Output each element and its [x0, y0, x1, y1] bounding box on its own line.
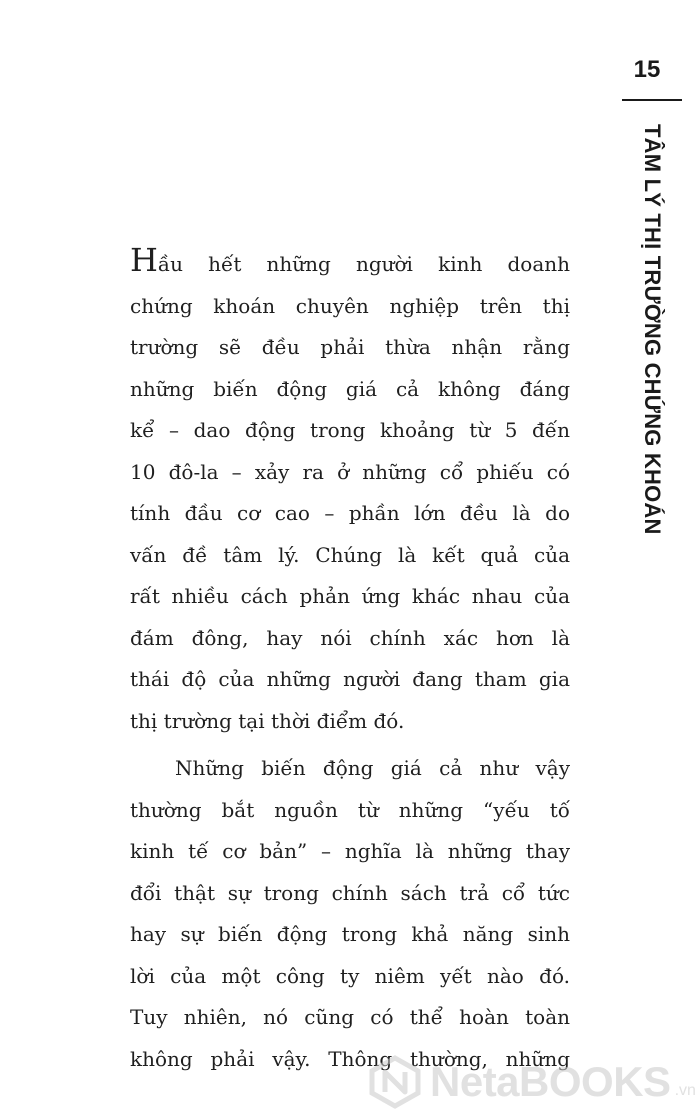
paragraph-2 [130, 748, 570, 1080]
text-line: rất nhiều cách phản ứng khác nhau của [130, 584, 570, 608]
page-number: 15 [633, 56, 661, 83]
text-line: đổi thật sự trong chính sách trả cổ tức [130, 880, 570, 905]
text-line: 10 đô-la – xảy ra ở những cổ phiếu có [130, 459, 570, 484]
text-line: kinh tế cơ bản” – nghĩa là những thay [130, 839, 570, 863]
text-line: vấn đề tâm lý. Chúng là kết quả của [130, 542, 570, 567]
watermark-text: NetaBOOKS [430, 1058, 671, 1105]
text-line: thị trường tại thời điểm đó. [130, 708, 405, 733]
body-text [130, 241, 570, 1080]
paragraph-1 [130, 241, 570, 742]
text-line: đám đông, hay nói chính xác hơn là [130, 625, 570, 650]
text-line: thường bắt nguồn từ những “yếu tố [130, 797, 570, 822]
text-line: Tuy nhiên, nó cũng có thể hoàn toàn [130, 1005, 570, 1029]
text-line: những biến động giá cả không đáng [130, 376, 570, 401]
text-line: tính đầu cơ cao – phần lớn đều là do [130, 501, 570, 525]
text-line: thái độ của những người đang tham gia [130, 667, 570, 691]
text-line: kể – dao động trong khoảng từ 5 đến [130, 418, 570, 442]
watermark [368, 1052, 696, 1112]
running-head: TÂM LÝ THỊ TRƯỜNG CHỨNG KHOÁN [640, 124, 665, 535]
netabooks-logo-icon [368, 1055, 422, 1109]
text-line: không phải vậy. Thông thường, những [130, 1046, 570, 1071]
text-line: lời của một công ty niêm yết nào đó. [130, 963, 570, 988]
watermark-suffix: .vn [674, 1082, 696, 1099]
drop-cap: H [130, 241, 158, 279]
text-line: trường sẽ đều phải thừa nhận rằng [130, 335, 570, 359]
text-line: Những biến động giá cả như vậy [175, 756, 570, 780]
header-rule [622, 99, 682, 101]
text-line: hay sự biến động trong khả năng sinh [130, 922, 570, 946]
text-line: Hầu hết những người kinh doanh [130, 241, 570, 279]
text-line: chứng khoán chuyên nghiệp trên thị [130, 293, 570, 318]
